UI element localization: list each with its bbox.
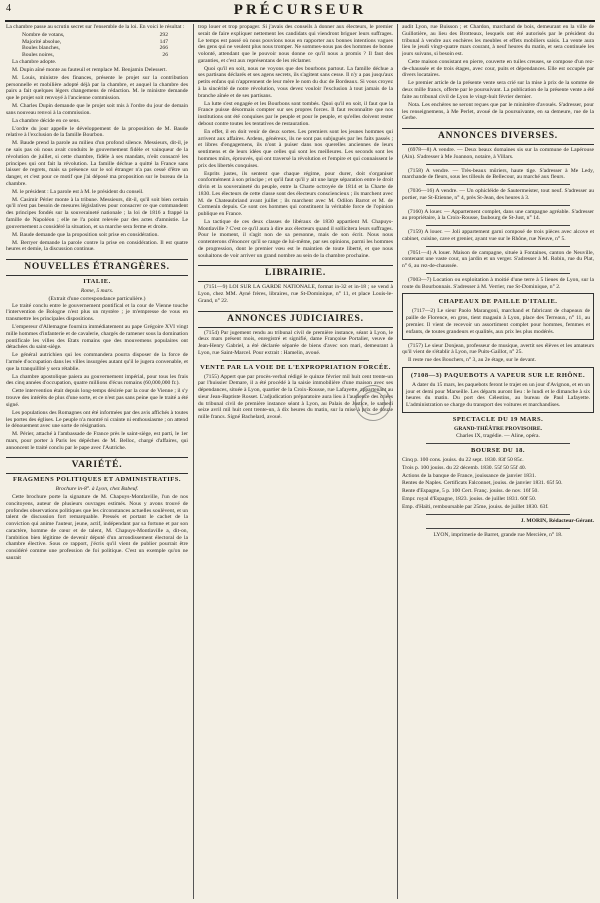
column-divider [193,24,194,899]
separator [426,246,570,247]
paragraph: Cette brochure porte la signature de M. Chapuys-Montlaville, l'un de nos concitoyens, auteur de plusieurs ouvrages estimés. Nous y avons trouvé de profondes observations politiques que les circonstances actuelles soulèvent, et un talent de discussion fort remarquable. Pressés et portant le cachet de la conviction qui anime l'auteur, jeune, actif, indépendant par sa fortune et par son caractère, homme de cœur et de talent, M. Chapuys-Montlaville a, dit-on, l'ambition bien légitime de devenir député d'un arrondissement électoral de la chambre élective. Sous ce rapport, j'écris qu'il vient de publier pourrait être considéré comme une profession de foi politique. C'est un exemple qu'on ne saurait [6,494,188,561]
paragraph: La lutte s'est engagée et les Bourbons sont tombés. Quoi qu'il en soit, il faut que la France puisse désormais compter sur ses propres forces. Il faut reconnaître que nos institutions ont été conquises par le peuple et pour le peuple, et qu'elles doivent rester debout contre toutes les tentatives de restauration. [198,100,393,127]
separator [426,205,570,206]
page-number: 4 [6,3,11,14]
separator [426,164,570,165]
classified-ad: (7160) A louer. — Appartement complet, dans une campagne agréable. S'adresser au propriétaire, à la Croix-Rousse, faubourg de St-Just, n° 14. [402,208,594,222]
paragraph: Quoi qu'il en soit, nous ne voyons que des bourbons partout. La famille déchue a ses partisans déclarés et ses agens secrets, ils s'agitent sans cesse. Il n'y a pas jusqu'aux petits enfans qui n'apprennent de leur mère le nom du duc de Bordeaux. Si vous croyez à la sincérité de notre révolution, vous devez vouloir l'exclusion à tout jamais de la branche aînée et de ses partisans. [198,65,393,99]
chapeaux-ad [402,293,594,339]
adopted-line: La chambre adopte. [12,58,57,65]
paragraph: Cette maison consistant en pierre, couverte en tuiles creuses, se compose d'un rez-de-chaussée et de trois étages, avec cour, puits et dépendances. Elle est occupée par divers locataires. [402,58,594,79]
expropriation-heading: VENTE PAR LA VOIE DE L'EXPROPRIATION FORCÉE. [200,363,391,371]
foreign-news-heading: NOUVELLES ÉTRANGÈRES. [6,259,188,276]
judicial-notice: (7155) Appert que par procès-verbal rédigé le quinze février mil huit cent trente-un par l'huissier Demare, il a été procédé à la saisie immobilière d'une maison avec ses dépendances, située à Lyon, quartier de la Croix-Rousse, rue Lafayette, appartenant au sieur Jean-Baptiste Rosset. L'adjudication préparatoire aura lieu à l'audience des criées du tribunal civil de première instance séant à Lyon, au Palais de Justice, le samedi seize avril mil huit cent trente-un, à dix heures du matin, sur la mise à prix de douze mille francs. Signé Bachelard, avoué. [198,373,393,421]
spectacle-heading: SPECTACLE DU 19 MARS. [452,416,544,424]
classified-ad: (7158) A vendre. — Très-beaux mûriers, haute tige. S'adresser à Me Ledy, marchande de fleurs, sous les tilleuls de Bellecour, au marché aux fleurs. [402,167,594,181]
diverses-heading: ANNONCES DIVERSES. [402,128,594,145]
paragraph: M. Charles Dupin demande que le projet soit mis à l'ordre du jour de demain sans nouveau renvoi à la commission. [6,103,188,116]
theatre-name: GRAND-THÉÂTRE PROVISOIRE. [454,426,542,433]
separator [426,514,570,515]
column-1 [6,24,188,899]
paragraph: M. le président : La parole est à M. le président du conseil. [12,188,144,195]
masthead: PRÉCURSEUR [233,2,367,18]
column-2 [198,24,393,899]
variete-byline: Brochure in-8°. à Lyon, chez Babeuf. [55,486,139,493]
paragraph: Le premier article de la présente vente sera crié sur la mise à prix de la somme de deux mille francs, offerte par le poursuivant. La publication de la présente vente a été faite au tribunal civil de Lyon le vingt-huit février dernier. [402,80,594,100]
paragraph: M. Périer, attaché à l'ambassade de France près le saint-siège, est parti, le 1er mars, pour porter à Paris les dépêches de M. Belloc, chargé d'affaires, qui annoncent le traité conclu par le pape avec l'Autriche. [6,431,188,451]
paragraph: La chambre décide en ce sens. [12,117,81,124]
vote-value: 266 [159,45,168,52]
vote-label: Majorité absolue, [22,38,62,45]
paragraph: M. Casimir Périer monte à la tribune. Messieurs, dit-il, qu'il soit bien certain qu'il n'est pas besoin de mesures législatives pour consacrer ce que commandent des principes fondés sur la souveraineté nationale ; la loi de 1816 a frappé la famille de Napoléon ; elle ne l'a point relevée par des actes d'amnistie. Le gouvernement a considéré la situation, et sa marche sera ferme et droite. [6,196,188,230]
vote-label: Nombre de votans, [22,31,65,38]
paragraph: M. Louis, ministre des finances, présente le projet sur la contribution personnelle et mobilière adopté déjà par la chambre, et auquel la chambre des pairs a fait quelques légers changemens de rédaction. M. le ministre demande que le projet soit renvoyé à l'ancienne commission. [6,74,188,102]
judicial-notice: (7154) Par jugement rendu au tribunal civil de première instance, séant à Lyon, le deux mars présent mois, enregistré et signifié, dame Françoise Portalier, veuve de Jean-Henry Gabriel, a été déclarée séparée de biens d'avec son mari, demeurant à Lyon, rue Saint-Marcel. Pour extrait : Hamelin, avoué. [198,329,393,356]
librairie-notice: (7151—9) LOI SUR LA GARDE NATIONALE, format in-32 et in-18 ; se vend à Lyon, chez MM. Ayné frères, libraires, rue St-Dominique, n° 11, et place Louis-le-Grand, n° 22. [198,284,393,304]
classified-ad: (7159) A louer. — Joli appartement garni composé de trois pièces avec alcove et cabinet, cuisine, cave et grenier, ayant vue sur le Rhône, rue Neuve, n° 5. [402,229,594,242]
bourse-line: Trois p. 100 jouiss. du 22 décemb. 1830. 55f 50 55f 40. [402,464,527,471]
judiciaires-heading: ANNONCES JUDICIAIRES. [198,311,393,328]
paragraph: Le général autrichien qui les commandera pourra disposer de la force de l'armée d'occupation dans les villes insurgées autant qu'il le jugera convenable, et que la tranquillité y sera rétablie. [6,352,188,372]
bourse-line: Rentes de Naples. Certificats Falconnet, jouiss. de janvier 1831. 65f 50. [402,480,563,487]
bourse-line: Actions de la banque de France, jouissance de janvier 1831. [402,472,537,479]
classified-ad: (7157) Le sieur Donjean, professeur de musique, avertit ses élèves et les amateurs qu'il vient de s'établir à Lyon, rue Puits-Gaillot, n° 25. [402,342,594,356]
variete-heading: VARIÉTÉ. [6,457,188,474]
paragraph: Cette intervention était depuis long-temps désirée par la cour de Vienne ; il s'y trouve des intérêts de plus d'une sorte, et ce n'est pas sans peine que le traité a été signé. [6,388,188,408]
paragraph: M. Berryer demande la parole contre la prise en considération. Il est quatre heures et demie, la discussion continue. [6,239,188,253]
separator [426,273,570,274]
vote-label: Boules noires, [22,52,55,59]
vote-row [6,45,188,52]
imprint: LYON, imprimerie de Barret, grande rue Mercière, n° 18. [433,531,563,538]
separator [426,443,570,444]
paragraph: M. Dupin aîné monte au fauteuil et remplace M. Benjamin Delessert. [12,66,167,73]
separator [426,528,570,529]
theatre-program: Charles IX, tragédie. — Aline, opéra. [456,432,540,439]
vote-row [6,39,188,46]
separator [426,225,570,226]
column-divider [397,24,398,899]
vote-value: 147 [159,38,168,45]
paragraph: audit Lyon, rue Buisson ; et Chardon, marchand de bois, demeurant en la ville de Guillotière, au lieu des Brotteaux, lesquels ont été autorisés par le président du tribunal à vendre aux enchères les meubles et effets mobiliers saisis. La vente aura lieu le jeudi vingt-quatre mars courant, à neuf heures du matin, et sera continuée les jours suivans, si besoin est. [402,24,594,57]
librairie-heading: LIBRAIRIE. [198,265,393,282]
bourse-line: Emp. d'Haïti, remboursable par 25me, jouiss. de juillet 1830. 63f. [402,504,549,511]
paragraph: La chambre apostolique paiera au gouvernement impérial, pour tous les frais des cinq années d'occupation, quatre millions d'écus romains (60,000,000 fr.). [6,373,188,387]
paragraph: En effet, il en doit venir de deux sortes. Les premiers sont les jeunes hommes qui arrivent aux affaires. Ardens, généreux, ils ne sont pas subjugués par les faits passés ; et libres d'engagemens, ils n'ont à puiser dans nos querelles anciennes de leurs sentimens et de leurs idées que celles qui sont les meilleures. Les seconds sont les hommes mûrs, éprouvés, qui ont traversé la révolution et l'empire et qui connaissent le prix des libertés conquises. [198,128,393,169]
chapeaux-text: (7117—2) Le sieur Paolo Marangoni, marchand et fabricant de chapeaux de paille de Florence, en gros, tient magasin à Lyon, place des Terreaux, n° 11, au premier. Il vient de recevoir un assortiment complet pour hommes, femmes et enfants, de toutes grandeurs et qualités, aux prix les plus modérés. [406,308,590,335]
top-rule [5,20,595,22]
bourse-line: Cinq p. 100 cons. jouiss. du 22 sept. 1830. 83f 50 85c. [402,456,524,463]
vapeur-ad [402,367,594,413]
vapeur-heading: (7108—3) PAQUEBOTS A VAPEUR SUR LE RHÔNE. [410,371,586,379]
vote-label: Boules blanches, [22,45,60,52]
paragraph: Le traité conclu entre le gouvernement pontifical et la cour de Vienne touche l'intervention de Bologne n'est plus un mystère ; je m'empresse de vous en transmettre les principales dispositions. [6,302,188,323]
vote-value: 292 [159,31,168,38]
classified-ad: Il reste rue des Bouchers, n° 3, au 2e étage, sur le devant. [408,357,537,364]
classified-ad: (7051—4) A louer. Maison de campagne, située à Fontaines, canton de Neuville, contenant une vaste cour, un jardin et un verger. S'adresser à M. Robin, rue du Plat, n° 6, au rez-de-chaussée. [402,249,594,270]
bourse-line: Empr. royal d'Espagne, 1823. jouiss. de juillet 1831. 60f 50. [402,496,537,503]
source-note: (Extrait d'une correspondance particulière.) [48,295,146,302]
column-3 [402,24,594,899]
paragraph: M. Baude demande que la proposition soit prise en considération. [12,231,159,238]
vote-row [6,52,188,59]
vote-row [6,32,188,39]
dateline: Rome, 5 mars. [80,288,114,295]
separator [426,184,570,185]
paragraph: Esprits justes, ils sentent que chaque régime, pour durer, doit s'organiser conformément à son principe ; et qu'il faut qu'il y ait une large séparation entre le droit divin et la souveraineté du peuple, entre la Charte octroyée de 1814 et la Charte de 1830. Les électeurs de cette classe sont des électeurs consciencieux ; ils marchent avec M. de Chateaubriand avant juillet ; ils marchent avec M. Odilon Barrot et M. de Cormenin depuis. Ce sont ces hommes qui constituent la véritable force de l'opinion publique en France. [198,170,393,217]
chapeaux-heading: CHAPEAUX DE PAILLE D'ITALIE. [438,298,558,306]
paragraph: Nota. Les enchères ne seront reçues que par le ministère d'avoués. S'adresser, pour les renseignemens, à Me Perlet, avoué de la poursuivante, en sa demeure, rue de la Gerbe. [402,101,594,122]
vote-value: 26 [162,52,168,59]
paragraph: trop louer et trop propager. Si j'avais des conseils à donner aux électeurs, le premier serait de faire expliquer nettement les candidats qui viendront briguer leurs suffrages. Le temps est passé où nous pouvions nous en rapporter aux bonnes intentions vagues des gens qui ne veulent plus nous tromper. Ne sommes-nous pas des hommes de bonne volonté, attendant que le pouvoir nous donne ce qu'il nous a promis ? Il faut des garanties, et c'est aux représentans de les réclamer. [198,24,393,64]
bourse-heading: BOURSE DU 18. [471,446,525,454]
signature: J. MORIN, Rédacteur-Gérant. [520,518,594,524]
paragraph: L'empereur d'Allemagne fournira immédiatement au pape Grégoire XVI vingt mille hommes d'infanterie et de cavalerie, chargés de ramener sous la domination pontificale les villes des Etats romains que des mouvemens populaires ont détachées du saint-siège. [6,324,188,351]
country-heading: ITALIE. [83,278,111,286]
paragraph: M. Baude prend la parole au milieu d'un profond silence. Messieurs, dit-il, je ne sais pas où nous avait conduits le gouvernement fidèle et vainqueur de la révolution de juillet, si cette chambre, fidèle à ses mandats, n'eût consacré les principes qui ont fait la révolution. La famille déchue a quitté la France sans laisser de regrets, mais sa présence sur le sol étranger n'a pas cessé d'être un danger, et c'est pour ce motif que j'ai déposé ma proposition sur le bureau de la chambre. [6,140,188,187]
vote-intro: La chambre passe au scrutin secret sur l'ensemble de la loi. En voici le résultat : [6,24,185,30]
paragraph: L'ordre du jour appelle le développement de la proposition de M. Baude relative à l'exclusion de la famille Bourbon. [6,125,188,139]
variete-title: FRAGMENS POLITIQUES ET ADMINISTRATIFS. [13,476,181,484]
paragraph: Les populations des Romagnes ont été informées par des avis affichés à toutes les portes des églises. Le peuple n'a montré ni crainte ni enthousiasme ; on attend le dénouement avec une sorte de résignation. [6,409,188,430]
bourse-line: Rente d'Espagne, 5 p. 100 Cert. Franç. jouiss. de nov. 16f 50. [402,488,539,495]
classified-ad: (6978—8) A vendre. — Deux beaux domaines sis sur la commune de Lapérouse (Ain). S'adresser à Me Joannon, notaire, à Villars. [402,147,594,160]
separator [222,360,369,361]
paragraph: La tactique de ces deux classes de libéraux de 1830 appartient M. Chapuys-Montlaville ? C'est ce qu'il aura à dire aux électeurs quand il sollicitera leurs suffrages. Pour le moment, il s'agit non de sa personne, mais de son écrit. Nous nous contenterons d'énoncer qu'il se range de lui-même, par ses opinions, parmi les hommes de progression, dont le premier vœu est le maintien de toute liberté, et que nous souhaitons de voir arriver un grand nombre au sein de la chambre prochaine. [198,218,393,259]
library-stamp [355,385,391,421]
vapeur-text: A dater du 15 mars, les paquebots feront le trajet en un jour d'Avignon, et en un jour et demi pour Marseille. Les départs auront lieu : le lundi et le dimanche à six heures du matin. Du port des Célestins, au bureau de Paul Lafayette. L'administration se charge du transport des voitures et marchandises. [406,381,590,409]
classified-ad: (7003—7) Location ou exploitation à moitié d'une terre à 5 lieues de Lyon, sur la route du Bourbonnais. S'adresser à M. Verrier, rue St-Dominique, n° 2. [402,276,594,290]
classified-ad: (7036—16) A vendre. — Un ophicléide de Sautermeister, tout neuf. S'adresser au portier, rue St-Etienne, n° 4, près St-Jean, des heures à 3. [402,188,594,201]
